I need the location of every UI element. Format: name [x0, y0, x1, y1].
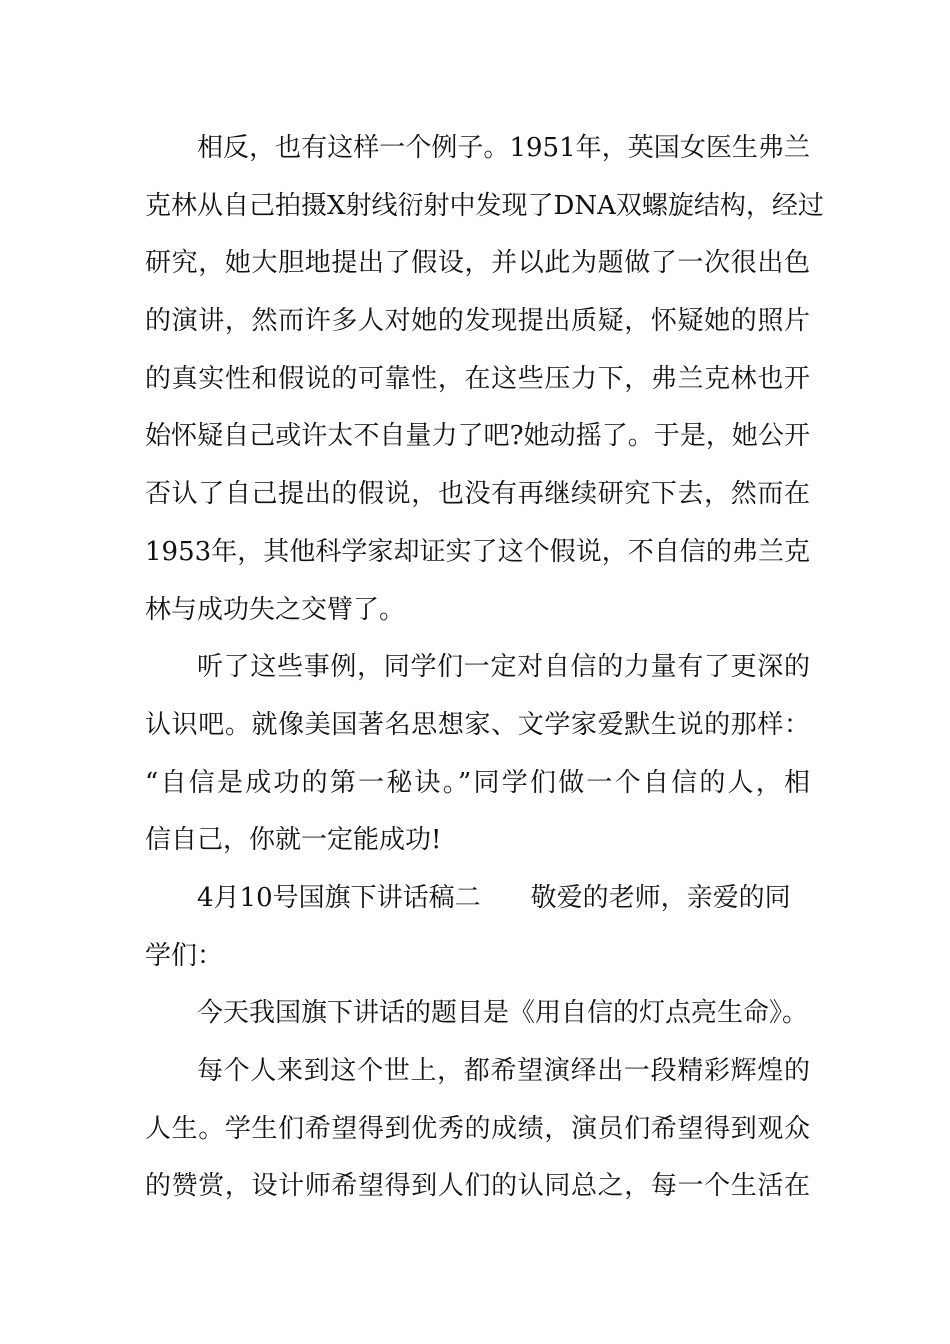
- speech-greeting-line-2: 学们：: [145, 940, 224, 971]
- paragraph-5-line-3: 的赞赏，设计师希望得到人们的认同总之，每一个生活在: [145, 1171, 810, 1202]
- paragraph-1-line-1: 相反，也有这样一个例子。1951年，英国女医生弗兰: [197, 133, 810, 163]
- paragraph-1-line-8: 1953年，其他科学家却证实了这个假说，不自信的弗兰克: [145, 536, 810, 567]
- paragraph-2-line-2: 认识吧。就像美国著名思想家、文学家爱默生说的那样：: [145, 709, 810, 740]
- paragraph-5-line-2: 人生。学生们希望得到优秀的成绩，演员们希望得到观众: [145, 1113, 810, 1144]
- speech-heading-title: 4月10号国旗下讲话稿二: [197, 882, 481, 913]
- paragraph-1-line-5: 的真实性和假说的可靠性，在这些压力下，弗兰克林也开: [145, 363, 810, 394]
- body-text: [145, 120, 824, 1216]
- paragraph-2-line-3: “自信是成功的第一秘诀。”同学们做一个自信的人，相: [145, 767, 810, 798]
- paragraph-2-line-1: 听了这些事例，同学们一定对自信的力量有了更深的: [197, 652, 810, 683]
- paragraph-2-line-4: 信自己，你就一定能成功!: [145, 825, 442, 856]
- speech-heading-line: [145, 870, 810, 928]
- paragraph-1-line-2: 克林从自己拍摄X射线衍射中发现了DNA双螺旋结构，经过: [145, 190, 824, 221]
- paragraph-5-line-1: 每个人来到这个世上，都希望演绎出一段精彩辉煌的: [197, 1056, 810, 1086]
- paragraph-1-line-9: 林与成功失之交臂了。: [145, 594, 406, 625]
- speech-greeting: 敬爱的老师，亲爱的同: [530, 882, 791, 913]
- paragraph-1-line-7: 否认了自己提出的假说，也没有再继续研究下去，然而在: [145, 479, 810, 510]
- speech-topic-line: 今天我国旗下讲话的题目是《用自信的灯点亮生命》。: [197, 998, 809, 1029]
- paragraph-1-line-4: 的演讲，然而许多人对她的发现提出质疑，怀疑她的照片: [145, 306, 810, 337]
- paragraph-1-line-3: 研究，她大胆地提出了假设，并以此为题做了一次很出色: [145, 248, 810, 279]
- paragraph-1-line-6: 始怀疑自己或许太不自量力了吧?她动摇了。于是，她公开: [145, 421, 810, 452]
